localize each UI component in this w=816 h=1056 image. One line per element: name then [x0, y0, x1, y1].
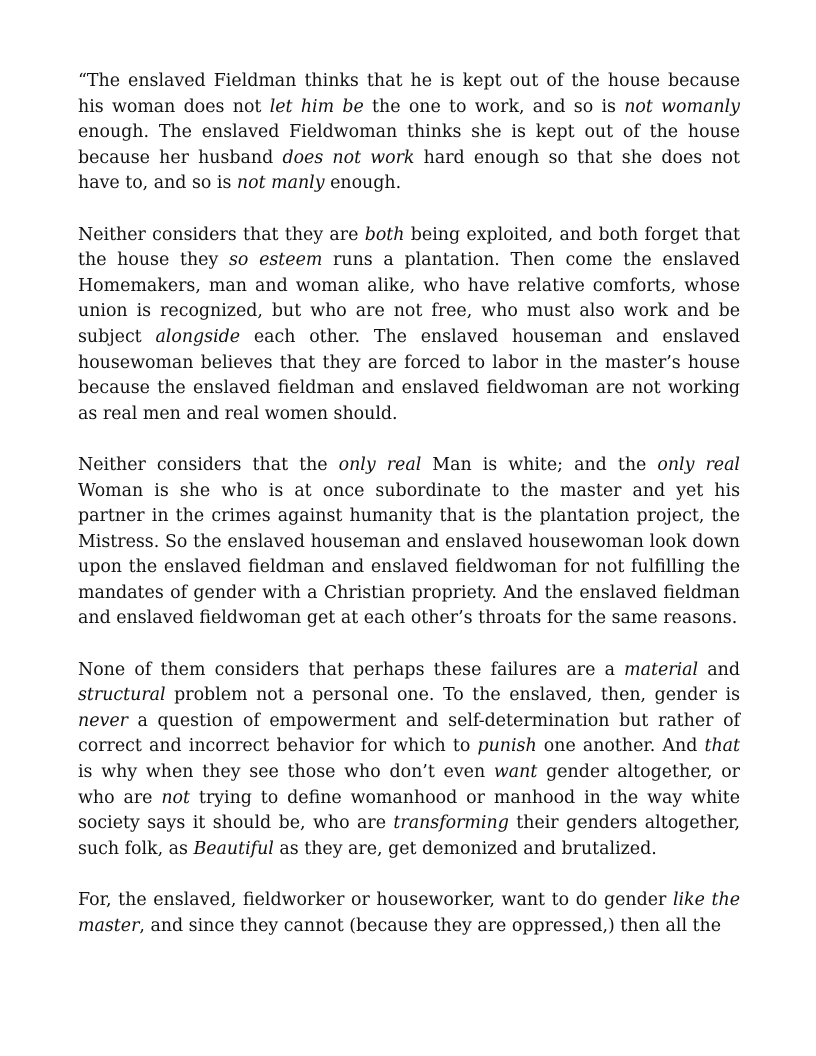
body-text: Man is white; and the — [421, 454, 658, 475]
document-page — [78, 69, 740, 939]
paragraph-2 — [78, 223, 740, 428]
emphasis-text: let him be — [269, 96, 364, 117]
paragraph-4 — [78, 658, 740, 863]
body-text: one another. And — [536, 736, 705, 757]
body-text: each other. The enslaved houseman and enslaved housewoman believes that they are forced to labor in the master’s house because the enslaved fieldman and enslaved fieldwoman are not working as real men and real women should. — [78, 326, 740, 424]
emphasis-text: material — [624, 659, 699, 680]
emphasis-text: structural — [78, 685, 166, 706]
body-text: hard enough so that she does not have to, and so is — [78, 147, 741, 194]
body-text: enough. — [324, 173, 402, 194]
emphasis-text: like the master — [78, 890, 740, 936]
body-text: runs a plantation. Then come the enslaved Homemakers, man and woman alike, who have relative comforts, whose union is recognized, but who are not free, who must also work and be subject — [78, 250, 740, 347]
emphasis-text: want — [493, 762, 538, 783]
body-text: , and since they cannot (because they are oppressed,) then all the — [139, 915, 722, 936]
body-text: enough. The enslaved Fieldwoman thinks she is kept out of the house because her husband — [78, 122, 740, 168]
body-text: the one to work, and so is — [363, 96, 625, 117]
paragraph-1 — [78, 69, 740, 197]
body-text: “The enslaved Fieldman thinks that he is kept out of the house because his woman does not — [78, 71, 740, 117]
emphasis-text: that — [704, 736, 740, 757]
emphasis-text: so esteem — [228, 250, 323, 271]
emphasis-text: not — [161, 787, 190, 808]
body-text: is why when they see those who don’t even — [78, 762, 494, 783]
body-text: and — [698, 659, 741, 680]
emphasis-text: not womanly — [624, 96, 740, 117]
body-text: trying to define womanhood or manhood in the way white society says it should be, who are — [78, 787, 740, 834]
emphasis-text: only real — [657, 454, 740, 475]
body-text: Neither considers that they are — [78, 224, 365, 245]
body-text: a question of empowerment and self-determination but rather of correct and incorrect behavior for which to — [78, 710, 740, 757]
body-text: as they are, get demonized and brutalized. — [273, 838, 657, 859]
body-text: None of them considers that perhaps these failures are a — [78, 659, 625, 680]
emphasis-text: punish — [477, 736, 537, 757]
emphasis-text: alongside — [155, 326, 241, 347]
emphasis-text: never — [78, 710, 128, 731]
body-text: being exploited, and both forget that the house they — [78, 224, 740, 271]
body-text: their genders altogether, such folk, as — [78, 813, 741, 859]
body-text: problem not a personal one. To the enslaved, then, gender is — [165, 685, 740, 706]
body-text: Woman is she who is at once subordinate to the master and yet his partner in the crimes against humanity that is the plantation project, the Mistress. So the enslaved houseman and enslaved housewoman look down upon the enslaved fieldman and enslaved fieldwoman for not fulfilling the mandates of gender with a Christian propriety. And the enslaved fieldman and enslaved fieldwoman get at each other’s throats for the same reasons. — [78, 480, 740, 629]
body-text: For, the enslaved, fieldworker or houseworker, want to do gender — [78, 890, 673, 910]
emphasis-text: transforming — [393, 813, 509, 834]
emphasis-text: only real — [338, 454, 422, 475]
paragraph-5 — [78, 888, 740, 939]
body-text: gender altogether, or who are — [78, 762, 740, 808]
emphasis-text: not manly — [236, 173, 325, 194]
body-text: Neither considers that the — [78, 454, 339, 475]
paragraph-3 — [78, 453, 740, 632]
emphasis-text: does not work — [282, 147, 415, 168]
emphasis-text: Beautiful — [193, 838, 274, 859]
emphasis-text: both — [364, 224, 405, 245]
